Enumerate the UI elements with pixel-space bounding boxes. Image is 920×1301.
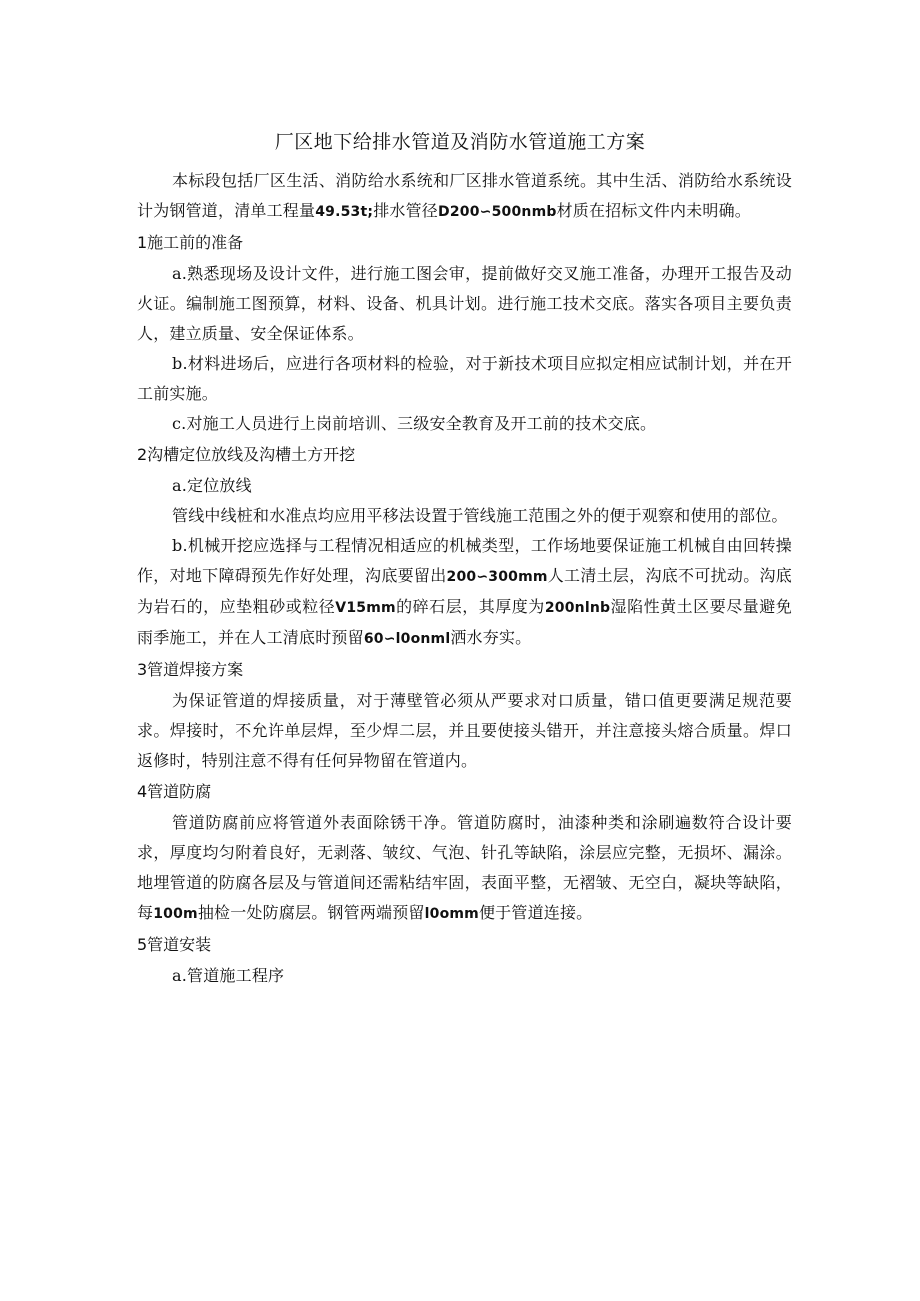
section-4-heading: 4管道防腐 [137,782,212,801]
section-4-text-1: 管道防腐前应将管道外表面除锈干净。管道防腐时，油漆种类和涂刷遍数符合设计要求，厚度均匀附着良好，无剥落、皱纹、气泡、针孔等缺陷，涂层应完整，无损坏、漏涂。地埋管道的防腐各层及与管道间还需粘结牢固，表面平整，无褶皱、无空白，凝块等缺陷，每 [137,813,792,922]
section-5-heading: 5管道安装 [137,935,212,954]
section-2-b-text-1: b.机械开挖应选择与工程情况相适应的机械类型，工作场地要保证施工机械自由回转操作，对地下障碍预先作好处理，沟底要留出 [137,536,792,585]
intro-paragraph [137,166,792,227]
section-4-text-2: 抽检一处防腐层。钢管两端预留 [197,903,425,922]
section-2-item-a-text: 管线中线桩和水准点均应用平移法设置于管线施工范围之外的便于观察和使用的部位。 [172,506,788,525]
section-2-b-value-2: V15mm [335,600,396,616]
intro-quantity: 49.53t; [315,204,374,220]
section-1-item-c: c.对施工人员进行上岗前培训、三级安全教育及开工前的技术交底。 [172,414,657,433]
section-2-b-value-3: 200nlnb [544,600,611,616]
section-3-heading: 3管道焊接方案 [137,660,244,679]
section-5-item-a: a.管道施工程序 [172,966,285,985]
document-title: 厂区地下给排水管道及消防水管道施工方案 [274,131,646,153]
intro-text-1: 本标段包括厂区生活、消防给水系统和厂区排水管道系统。其中生活、消防给水系统设计为钢管道，清单工程量 [137,171,792,220]
section-1-item-b: b.材料进场后，应进行各项材料的检验，对于新技术项目应拟定相应试制计划，并在开工前实施。 [137,354,792,403]
intro-pipe-diameter: D200∽500nmb [438,204,557,220]
section-2-b-value-4: 60∽l0onml [363,631,451,647]
section-4-text-3: 便于管道连接。 [478,903,593,922]
intro-text-3: 材质在招标文件内未明确。 [556,201,751,220]
section-1-heading: 1施工前的准备 [137,233,244,252]
section-2-item-b [137,531,792,654]
section-2-b-text-3: 的碎石层，其厚度为 [395,597,545,616]
section-2-b-value-1: 200∽300mm [446,569,548,585]
intro-text-2: 排水管径 [373,201,438,220]
section-2-b-text-4: 湿陷性黄土区要尽量避免雨季施工，并在人工清底时预留 [137,597,792,647]
section-2-b-text-2: 人工清土层，沟底不可扰动。沟底为岩石的，应垫粗砂或粒径 [137,566,792,616]
section-3-text: 为保证管道的焊接质量，对于薄壁管必须从严要求对口质量，错口值更要满足规范要求。焊接时，不允许单层焊，至少焊二层，并且要使接头错开，并注意接头熔合质量。焊口返修时，特别注意不得有任何异物留在管道内。 [137,691,792,770]
document-body [137,166,792,991]
section-1-item-a: a.熟悉现场及设计文件，进行施工图会审，提前做好交叉施工准备，办理开工报告及动火证。编制施工图预算，材料、设备、机具计划。进行施工技术交底。落实各项目主要负责人，建立质量、安全保证体系。 [137,264,792,343]
section-2-heading: 2沟槽定位放线及沟槽土方开挖 [137,445,356,464]
section-4-text [137,808,792,929]
section-4-value-1: 100m [153,906,198,922]
section-2-item-a: a.定位放线 [172,476,252,495]
section-4-value-2: l0omm [424,906,479,922]
section-2-b-text-5: 洒水夯实。 [450,628,532,647]
